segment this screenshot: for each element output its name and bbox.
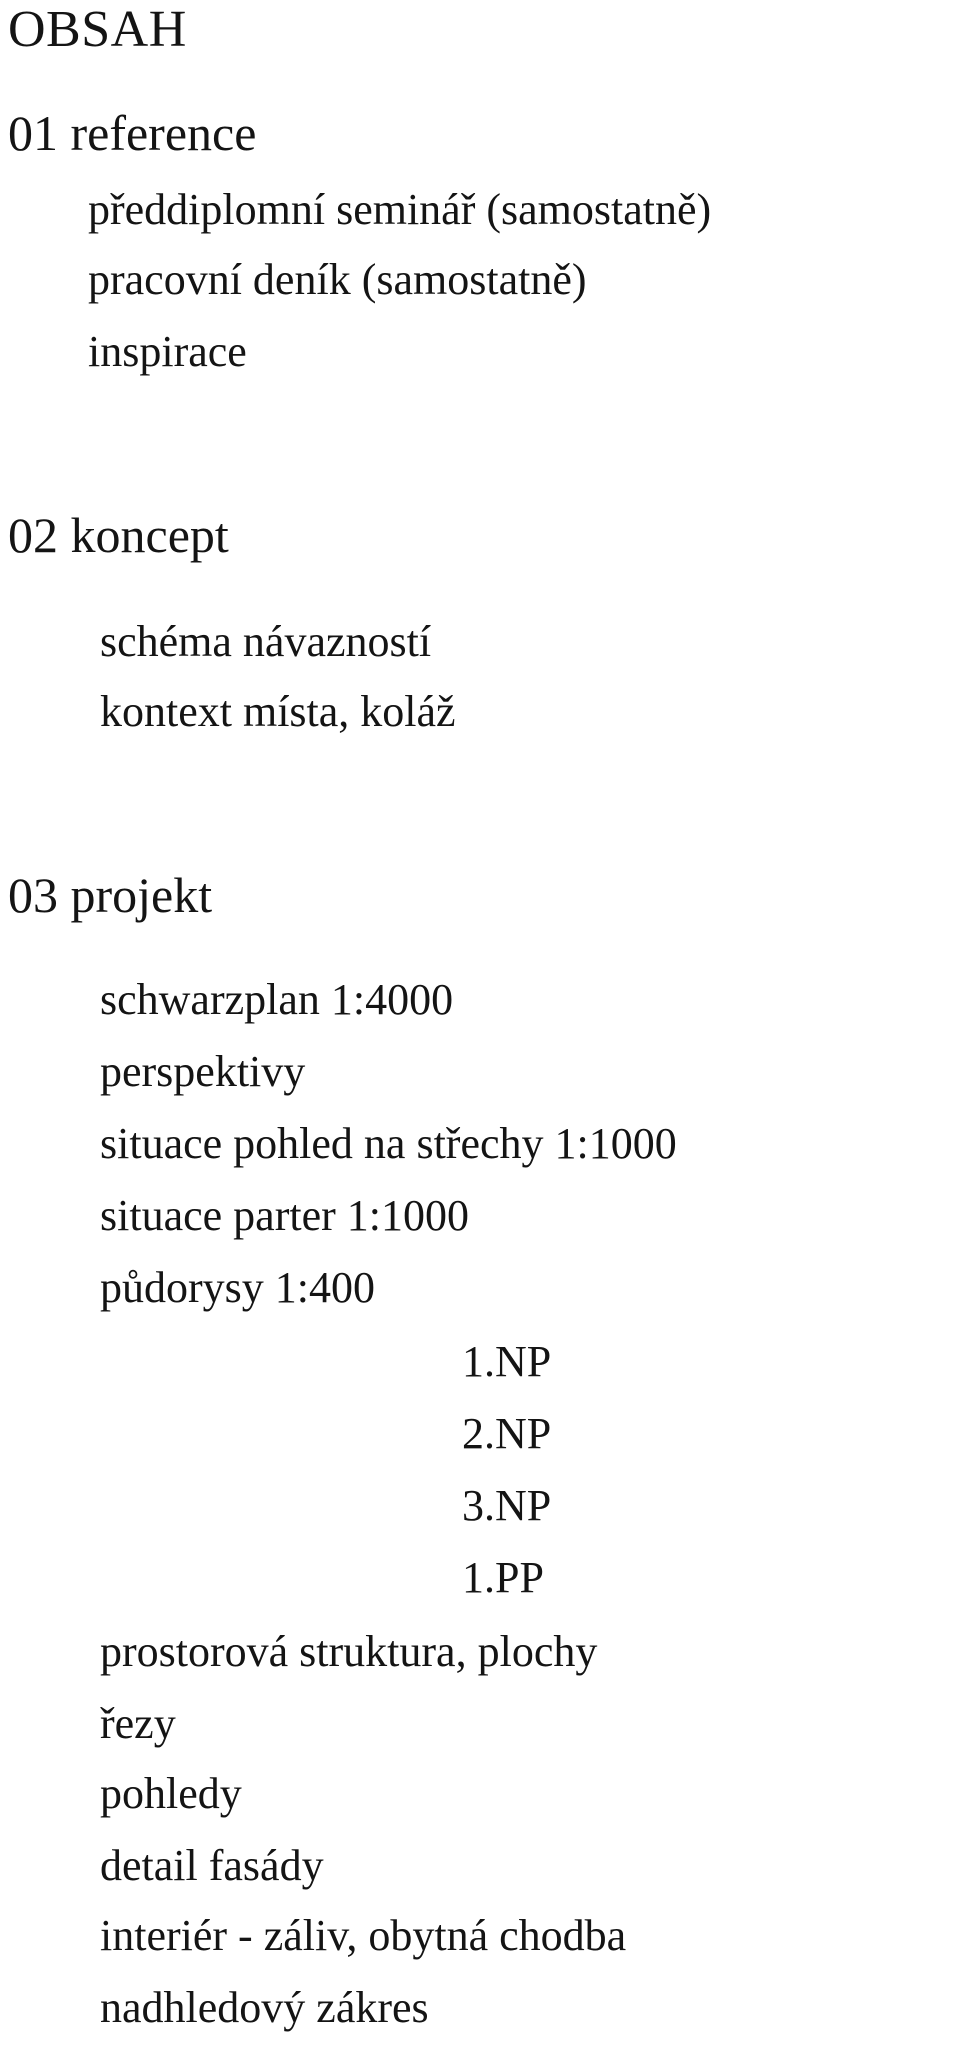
floor-item: 1.NP: [462, 1337, 552, 1386]
toc-item: řezy: [100, 1699, 176, 1748]
toc-item: pracovní deník (samostatně): [88, 255, 587, 304]
toc-item: půdorysy 1:400: [100, 1263, 375, 1312]
toc-item: inspirace: [88, 327, 247, 376]
toc-item: pohledy: [100, 1769, 242, 1818]
toc-item: detail fasády: [100, 1841, 324, 1890]
toc-item: kontext místa, koláž: [100, 687, 456, 736]
floor-item: 1.PP: [462, 1553, 544, 1602]
section-heading-reference: 01 reference: [8, 105, 257, 161]
toc-title: OBSAH: [8, 1, 187, 58]
floor-item: 3.NP: [462, 1481, 552, 1530]
section-heading-koncept: 02 koncept: [8, 507, 229, 563]
toc-item: situace parter 1:1000: [100, 1191, 469, 1240]
toc-item: situace pohled na střechy 1:1000: [100, 1119, 677, 1168]
toc-item: schwarzplan 1:4000: [100, 975, 454, 1024]
section-heading-projekt: 03 projekt: [8, 867, 213, 923]
toc-item: prostorová struktura, plochy: [100, 1627, 598, 1676]
toc-item: nadhledový zákres: [100, 1983, 429, 2032]
toc-item: interiér - záliv, obytná chodba: [100, 1911, 627, 1960]
toc-item: předdiplomní seminář (samostatně): [88, 185, 712, 234]
toc-item: perspektivy: [100, 1047, 306, 1096]
floor-item: 2.NP: [462, 1409, 552, 1458]
toc-item: schéma návazností: [100, 617, 432, 666]
